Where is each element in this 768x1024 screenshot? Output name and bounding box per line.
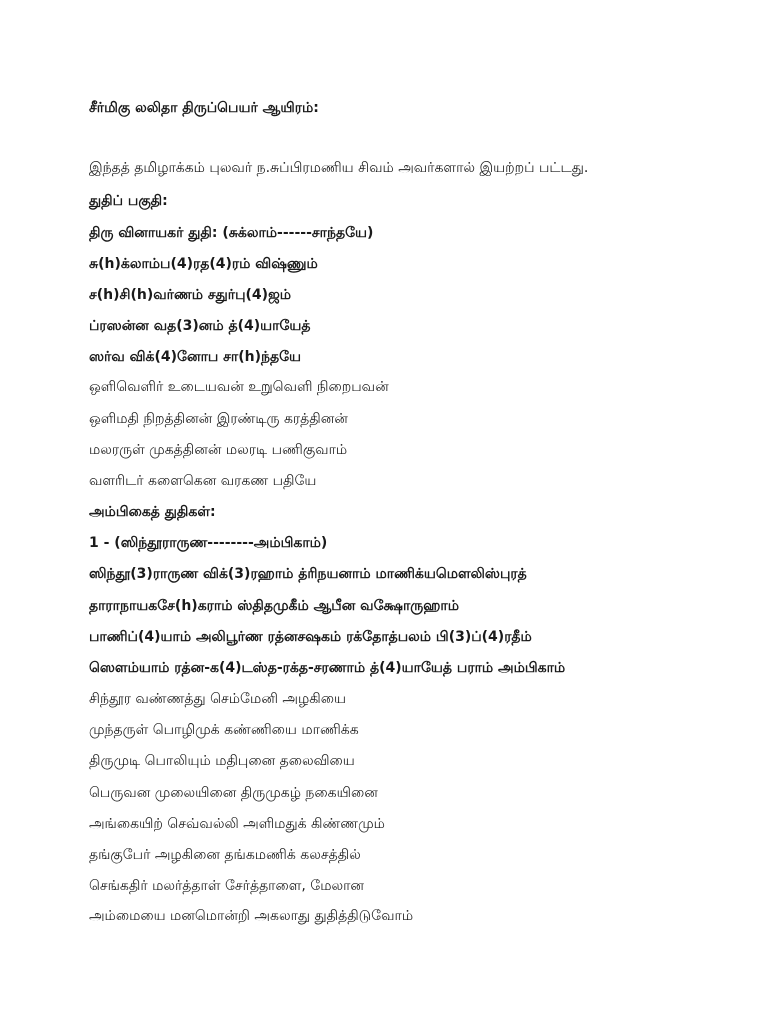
tamil-verse-line: பெருவன முலையினை திருமுகழ் நகையினை bbox=[89, 785, 378, 801]
sanskrit-line: ஸௌம்யாம் ரத்ன-க(4)டஸ்த-ரக்த-சரணாம் த்(4)யாயேத் பராம் அம்பிகாம் bbox=[89, 660, 566, 676]
sanskrit-line: ஸர்வ விக்(4)னோப சா(h)ந்தயே bbox=[89, 349, 302, 365]
vinayagar-heading: திரு வினாயகர் துதி: (சுக்லாம்------சாந்தயே) bbox=[89, 225, 374, 241]
tamil-verse-line: முந்தருள் பொழிமுக் கண்ணியை மாணிக்க bbox=[89, 722, 359, 738]
document-title: சீர்மிகு லலிதா திருப்பெயர் ஆயிரம்: bbox=[89, 100, 319, 116]
tamil-verse-line: ஒளிமதி நிறத்தினன் இரண்டிரு கரத்தினன் bbox=[89, 411, 348, 427]
sanskrit-line: சு(h)க்லாம்ப(4)ரத(4)ரம் விஷ்ணும் bbox=[89, 256, 318, 272]
sanskrit-line: ப்ரஸன்ன வத(3)னம் த்(4)யாயேத் bbox=[89, 318, 311, 334]
tamil-verse-line: மலரருள் முகத்தினன் மலரடி பணிகுவாம் bbox=[89, 442, 348, 458]
tamil-verse-line: செங்கதிர் மலர்த்தாள் சேர்த்தாளை, மேலான bbox=[89, 878, 364, 894]
ambikai-heading: அம்பிகைத் துதிகள்: bbox=[89, 504, 216, 520]
section-heading-thuthi: துதிப் பகுதி: bbox=[89, 193, 168, 209]
tamil-verse-line: ஒளிவெளிர் உடையவன் உறுவெளி நிறைபவன் bbox=[89, 379, 389, 395]
sanskrit-line: ஸிந்தூ(3)ராருண விக்(3)ரஹாம் த்ரிநயனாம் மாணிக்யமௌலிஸ்புரத் bbox=[89, 566, 527, 582]
ambikai-subheading: 1 - (ஸிந்தூராருண--------அம்பிகாம்) bbox=[89, 535, 328, 551]
sanskrit-line: தாராநாயகசே(h)கராம் ஸ்திதமுகீம் ஆபீன வக்ஷோருஹாம் bbox=[89, 598, 459, 614]
tamil-verse-line: அம்மையை மனமொன்றி அகலாது துதித்திடுவோம் bbox=[89, 908, 414, 924]
sanskrit-line: ச(h)சி(h)வர்ணம் சதுர்பு(4)ஜம் bbox=[89, 287, 292, 303]
sanskrit-line: பாணிப்(4)யாம் அலிபூர்ண ரத்னசஷகம் ரக்தோத்பலம் பி(3)ப்(4)ரதீம் bbox=[89, 629, 532, 645]
tamil-verse-line: சிந்தூர வண்ணத்து செம்மேனி அழகியை bbox=[89, 691, 346, 707]
tamil-verse-line: தங்குபேர் அழகினை தங்கமணிக் கலசத்தில் bbox=[89, 847, 361, 863]
tamil-verse-line: அங்கையிற் செவ்வல்லி அளிமதுக் கிண்ணமும் bbox=[89, 816, 385, 832]
tamil-verse-line: வளரிடர் களைகென வரகண பதியே bbox=[89, 473, 317, 489]
intro-text: இந்தத் தமிழாக்கம் புலவர் ந.சுப்பிரமணிய சிவம் அவர்களால் இயற்றப் பட்டது. bbox=[89, 160, 589, 176]
document-page bbox=[89, 0, 749, 1024]
tamil-verse-line: திருமுடி பொலியும் மதிபுனை தலைவியை bbox=[89, 753, 355, 769]
